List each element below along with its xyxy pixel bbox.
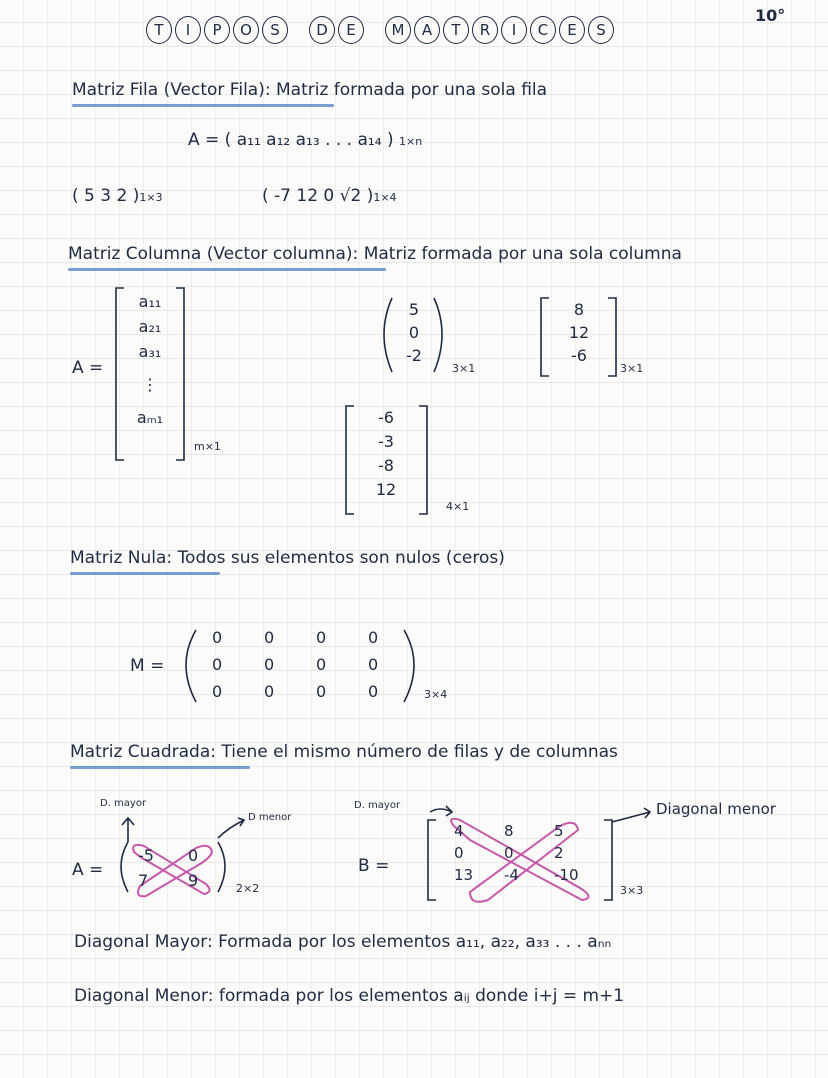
fila-example-1-text: ( 5 3 2 ) <box>72 186 140 206</box>
cuadrada-a-mayor-label: D. mayor <box>100 798 147 809</box>
columna-general-matrix <box>126 292 174 427</box>
title-letter: T <box>146 16 172 44</box>
matrix-entry: -6 <box>378 408 394 427</box>
columna-definition: Matriz formada por una sola columna <box>363 244 682 264</box>
paren-right <box>434 298 442 372</box>
matrix-entry: 0 <box>368 682 379 701</box>
paren-left <box>384 298 392 372</box>
paren-left <box>186 630 196 702</box>
matrix-entry: 12 <box>375 480 397 499</box>
fila-definition: Matriz formada por una sola fila <box>275 80 548 100</box>
heading-underline <box>70 572 220 575</box>
paren-left <box>121 842 128 892</box>
arrow <box>430 806 452 816</box>
fila-formula-text: A = ( a₁₁ a₁₂ a₁₃ . . . a₁₄ ) <box>188 130 394 150</box>
fila-example-2 <box>262 186 397 206</box>
matrix-entry: -5 <box>138 846 154 865</box>
fila-formula <box>188 130 422 150</box>
columna-example-2 <box>552 300 606 365</box>
arrow <box>612 808 650 822</box>
title-letter: S <box>588 16 614 44</box>
nula-label: M = <box>130 656 165 676</box>
matrix-entry: 0 <box>316 628 327 647</box>
matrix-entry: 13 <box>454 866 474 884</box>
cuadrada-b-menor-label: Diagonal menor <box>656 800 776 818</box>
diagonal-menor-line <box>74 986 624 1006</box>
columna-line <box>68 244 682 264</box>
title-letter: P <box>204 16 230 44</box>
cuadrada-b-matrix <box>454 822 604 884</box>
bracket-right <box>608 298 616 376</box>
nula-definition: Todos sus elementos son nulos (ceros) <box>177 548 505 568</box>
columna-heading: Matriz Columna (Vector columna): <box>68 244 359 264</box>
fila-example-1 <box>72 186 163 206</box>
bracket-left <box>428 820 436 900</box>
nula-dim: 3×4 <box>424 688 448 701</box>
fila-example-2-text: ( -7 12 0 √2 ) <box>262 186 374 206</box>
bracket-left <box>346 406 354 514</box>
title-letter: S <box>262 16 288 44</box>
columna-example-1-dim: 3×1 <box>452 362 476 375</box>
cuadrada-definition: Tiene el mismo número de filas y de columnas <box>221 742 618 762</box>
title-letter: D <box>309 16 335 44</box>
cuadrada-a-dim: 2×2 <box>236 882 260 895</box>
columna-general-dim: m×1 <box>194 440 221 453</box>
title-letter: O <box>233 16 259 44</box>
page-title <box>146 16 617 44</box>
cuadrada-heading: Matriz Cuadrada: <box>70 742 216 762</box>
nula-matrix <box>212 628 420 701</box>
fila-example-2-dim: 1×4 <box>373 191 397 204</box>
matrix-entry: 0 <box>316 682 327 701</box>
matrix-entry: 0 <box>212 628 223 647</box>
matrix-entry: 0 <box>316 655 327 674</box>
matrix-entry: 0 <box>188 846 199 865</box>
cuadrada-b-dim: 3×3 <box>620 884 644 897</box>
matrix-entry: 4 <box>454 822 464 840</box>
matrix-entry: 0 <box>368 655 379 674</box>
cuadrada-line <box>70 742 618 762</box>
matrix-entry: 5 <box>408 300 420 319</box>
bracket-left <box>116 288 124 460</box>
bracket-right <box>176 288 184 460</box>
matrix-entry: -2 <box>406 346 422 365</box>
cuadrada-b-label: B = <box>358 856 390 876</box>
bracket-right <box>604 820 612 900</box>
matrix-entry: 0 <box>264 655 275 674</box>
matrix-entry: 7 <box>138 871 149 890</box>
bracket-right <box>419 406 427 514</box>
matrix-entry: 0 <box>212 682 223 701</box>
fila-formula-dim: 1×n <box>398 135 423 148</box>
diagonal-mayor-line <box>74 932 611 952</box>
matrix-entry: 0 <box>408 323 420 342</box>
matrix-entry: -3 <box>378 432 394 451</box>
heading-underline <box>70 766 250 769</box>
title-letter: E <box>559 16 585 44</box>
matrix-entry: 0 <box>504 844 514 862</box>
columna-example-2-dim: 3×1 <box>620 362 644 375</box>
matrix-entry: -6 <box>571 346 587 365</box>
columna-example-3-dim: 4×1 <box>446 500 470 513</box>
matrix-entry: 9 <box>188 871 199 890</box>
matrix-entry: 12 <box>568 323 590 342</box>
matrix-entry: -8 <box>378 456 394 475</box>
fila-line <box>72 80 547 100</box>
nula-line <box>70 548 505 568</box>
bracket-left <box>541 298 549 376</box>
matrix-entry: -4 <box>504 866 519 884</box>
matrix-entry: 0 <box>454 844 464 862</box>
title-letter: A <box>414 16 440 44</box>
matrix-entry: 0 <box>264 682 275 701</box>
matrix-entry: 8 <box>504 822 514 840</box>
matrix-entry: a₂₁ <box>138 317 162 336</box>
matrix-entry: 5 <box>554 822 564 840</box>
diagonal-menor-text: formada por los elementos aᵢⱼ donde i+j = m+1 <box>218 986 625 1006</box>
fila-example-1-dim: 1×3 <box>139 191 163 204</box>
cuadrada-a-matrix <box>138 846 238 890</box>
cuadrada-a-label: A = <box>72 860 104 880</box>
page-number: 10° <box>755 6 786 25</box>
matrix-entry: 0 <box>368 628 379 647</box>
matrix-entry: 0 <box>212 655 223 674</box>
title-letter: C <box>530 16 556 44</box>
matrix-entry: a₃₁ <box>138 342 162 361</box>
title-letter: M <box>385 16 411 44</box>
matrix-entry: aₘ₁ <box>136 408 164 427</box>
cuadrada-b-mayor-label: D. mayor <box>354 800 401 811</box>
matrix-entry: ⋮ <box>142 375 158 394</box>
fila-heading: Matriz Fila (Vector Fila): <box>72 80 271 100</box>
matrix-entry: 0 <box>264 628 275 647</box>
diagonal-mayor-text: Formada por los elementos a₁₁, a₂₂, a₃₃ . . . aₙₙ <box>218 932 612 952</box>
title-letter: T <box>443 16 469 44</box>
title-letter: I <box>175 16 201 44</box>
arrow <box>218 818 244 838</box>
arrow-up <box>122 818 134 842</box>
diagonal-mayor-label: Diagonal Mayor: <box>74 932 213 952</box>
nula-heading: Matriz Nula: <box>70 548 173 568</box>
title-letter: R <box>472 16 498 44</box>
columna-example-3 <box>356 408 416 499</box>
matrix-entry: a₁₁ <box>138 292 162 311</box>
cuadrada-a-menor-label: D menor <box>248 812 292 823</box>
matrix-entry: -10 <box>554 866 579 884</box>
title-letter: E <box>338 16 364 44</box>
matrix-entry: 8 <box>573 300 585 319</box>
heading-underline <box>68 268 386 271</box>
title-letter: I <box>501 16 527 44</box>
heading-underline <box>72 104 334 107</box>
diagonal-menor-label: Diagonal Menor: <box>74 986 214 1006</box>
columna-general-label: A = <box>72 358 104 378</box>
matrix-entry: 2 <box>554 844 564 862</box>
columna-example-1 <box>396 300 432 365</box>
